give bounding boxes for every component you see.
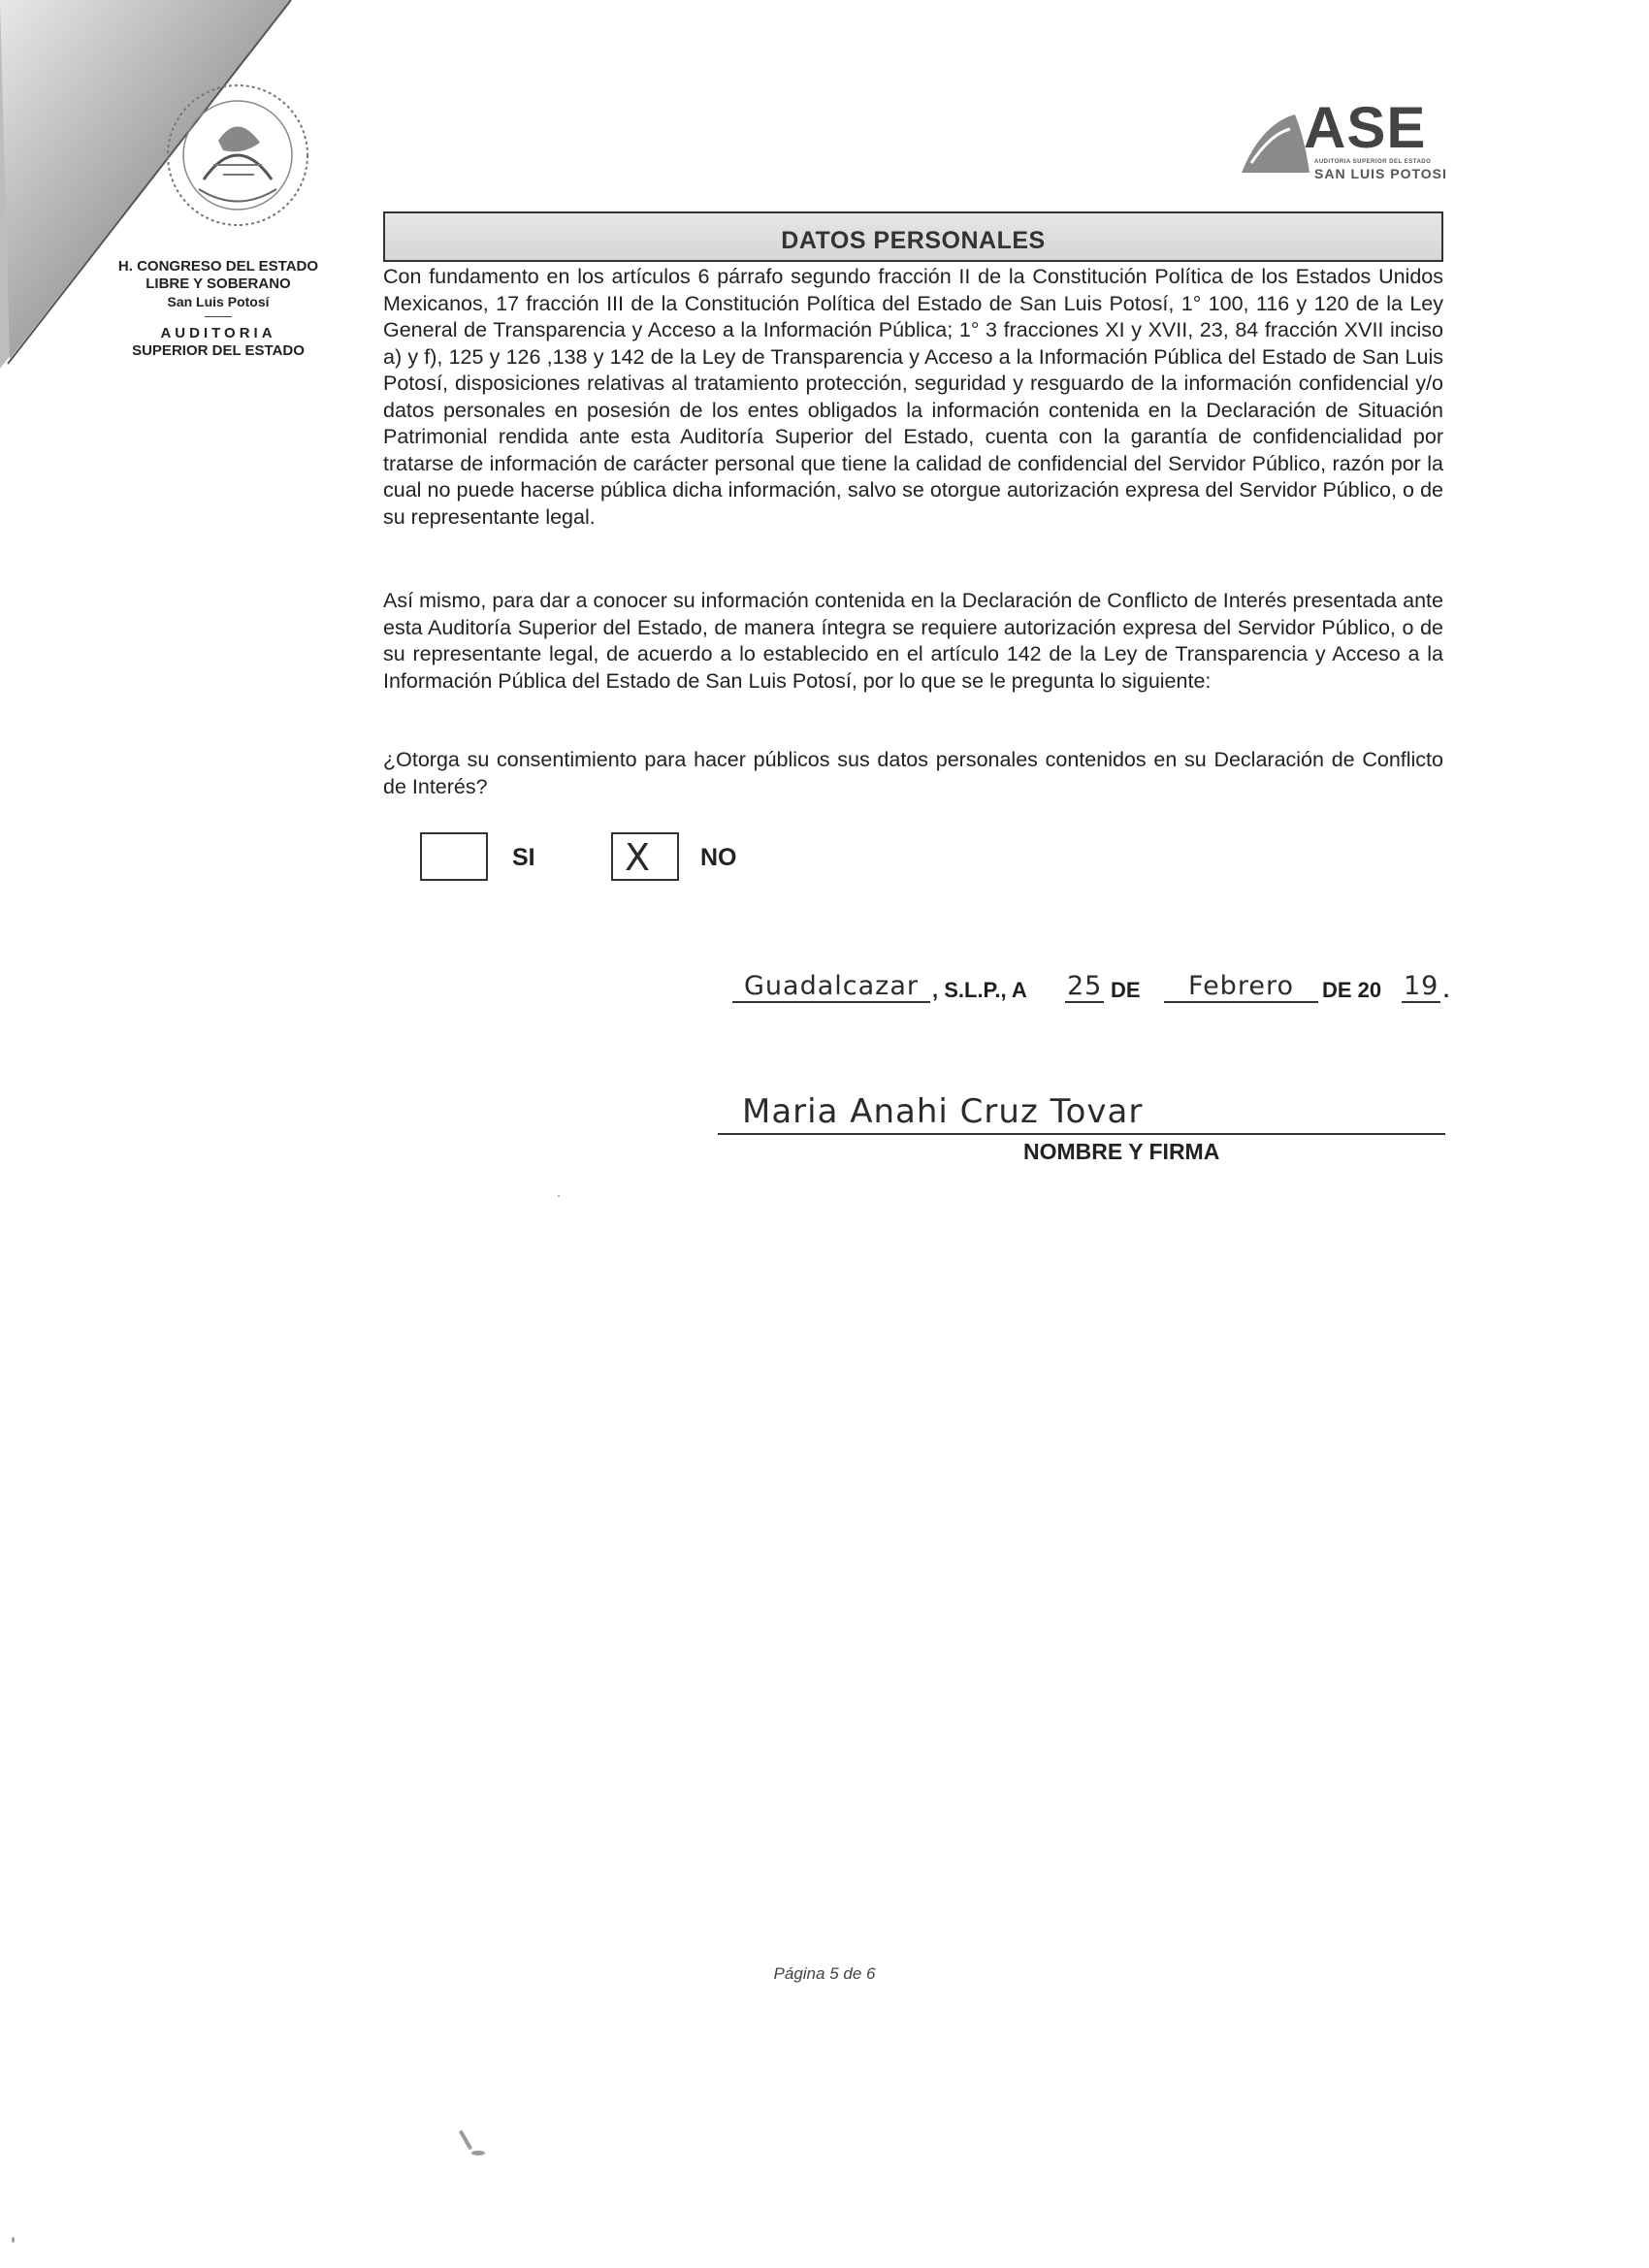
de-label-1: DE [1111,978,1141,1002]
institution-line2: LIBRE Y SOBERANO [146,275,291,292]
legal-paragraph-1: Con fundamento en los artículos 6 párrafo segundo fracción II de la Constitución Política de los Estados Unidos Mexicanos, 17 fracción III de la Constitución Política del Estado de San Luis Potosí, 1° 100, 116 y 120 de la Ley General de Transparencia y Acceso a la Información Pública; 1° 3 fracciones XI y XVII, 23, 84 fracción XVII inciso a) y f), 125 y 126 ,138 y 142 de la Ley de Transparencia y Acceso a la Información Pública del Estado de San Luis Potosí, disposiciones relativas al tratamiento protección, seguridad y resguardo de la información confidencial y/o datos personales en posesión de los entes obligados la información contenida en la Declaración de Situación Patrimonial rendida ante esta Auditoría Superior del Estado, cuenta con la garantía de confidencialidad por tratarse de información de carácter personal que tiene la calidad de confidencial del Servidor Público, razón por la cual no puede hacerse pública dicha información, salvo se otorgue autorización expresa del Servidor Público, o de su representante legal. [383,265,1443,529]
date-end: . [1443,978,1450,1002]
year-field[interactable] [1402,971,1440,1003]
year-value: 19 [1404,971,1439,1001]
page-number: Página 5 de 6 [773,1964,876,1983]
state-label: , S.L.P., A [932,978,1027,1002]
institution-line1: H. CONGRESO DEL ESTADO [117,258,319,275]
logo-title: ASE [1304,95,1427,160]
logo-subtitle-small: AUDITORIA SUPERIOR DEL ESTADO [1314,159,1432,165]
x-mark-icon: X [625,836,651,879]
section-header [383,211,1443,262]
section-title: DATOS PERSONALES [781,227,1046,254]
label-no: NO [700,844,737,871]
label-si: SI [512,844,535,871]
day-field[interactable] [1065,971,1104,1003]
institution-line4: AUDITORIA [160,325,276,341]
place-date-line [732,970,1455,1009]
day-value: 25 [1067,971,1103,1001]
logo-subtitle: SAN LUIS POTOSI [1314,166,1447,181]
mexican-seal-icon [146,73,330,238]
institution-line3: San Luis Potosí [167,294,270,309]
checkbox-si[interactable] [420,832,488,881]
scan-speck [558,1195,560,1197]
scan-speck [12,2237,15,2243]
institution-header [102,258,335,360]
consent-question: ¿Otorga su consentimiento para hacer públicos sus datos personales contenidos en su Declaración de Conflicto de Interés? [383,748,1443,798]
legal-paragraph-2: Así mismo, para dar a conocer su información contenida en la Declaración de Conflicto de Interés presentada ante esta Auditoría Superior del Estado, de manera íntegra se requiere autorización expresa del Servidor Público, o de su representante legal, de acuerdo a lo establecido en el artículo 142 de la Ley de Transparencia y Acceso a la Información Pública del Estado de San Luis Potosí, por lo que se le pregunta lo siguiente: [383,589,1443,693]
month-value: Febrero [1188,971,1294,1001]
institution-line5: SUPERIOR DEL ESTADO [132,342,305,359]
signature-name: Maria Anahi Cruz Tovar [742,1092,1144,1131]
scan-speck [471,2151,485,2155]
city-value: Guadalcazar [744,971,919,1001]
de-label-2: DE 20 [1322,978,1382,1002]
divider [205,316,232,317]
signature-line[interactable] [718,1133,1445,1135]
signature-label: NOMBRE Y FIRMA [1023,1139,1220,1164]
city-field[interactable] [732,971,930,1003]
checkbox-no[interactable] [611,832,679,881]
month-field[interactable] [1164,971,1318,1003]
scan-speck [459,2129,472,2150]
